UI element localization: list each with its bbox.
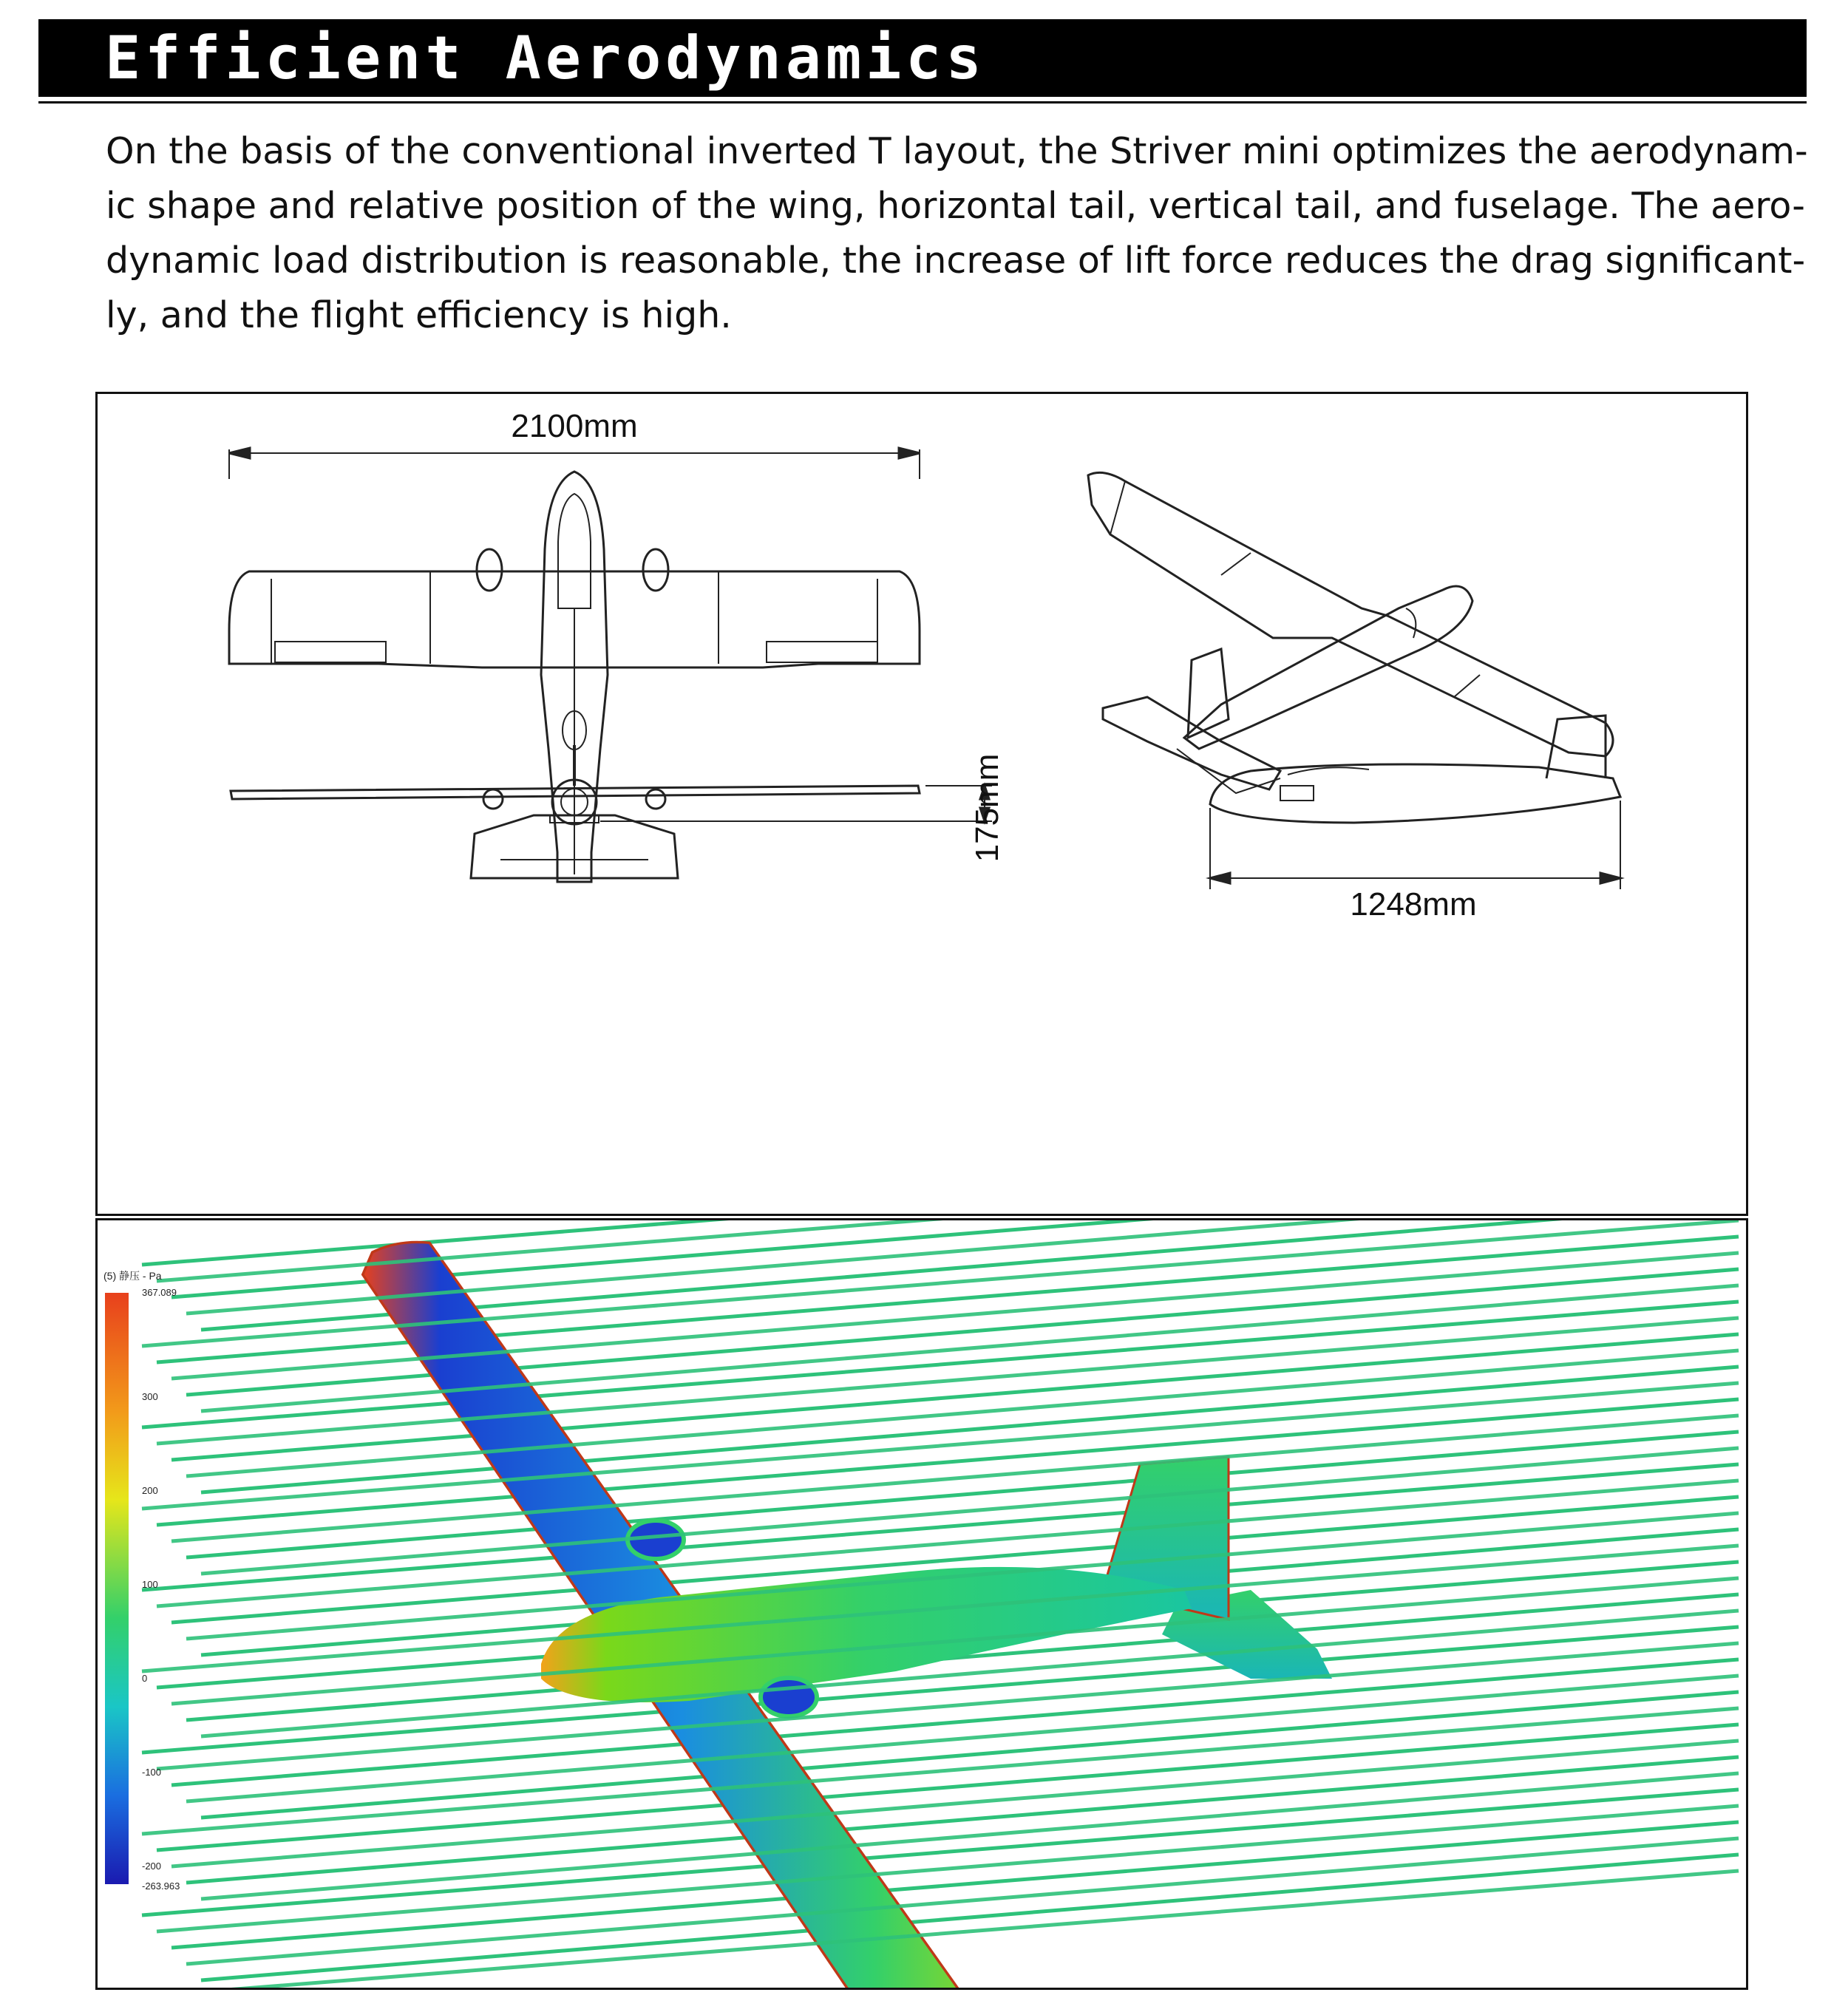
cfd-visualization: [98, 1220, 1746, 1988]
aircraft-drawings: [98, 394, 1746, 1214]
streamline: [186, 1838, 1739, 1964]
streamline: [171, 1416, 1739, 1541]
streamline: [157, 1318, 1739, 1444]
top-view-drawing: [229, 448, 920, 882]
streamline: [157, 1725, 1739, 1850]
intro-line: ly, and the flight efficiency is high.: [106, 294, 732, 336]
streamline: [142, 1790, 1739, 1915]
streamline: [201, 1773, 1739, 1899]
legend-title: (5) 静压 - Pa: [103, 1270, 162, 1282]
streamline: [201, 1448, 1739, 1574]
streamline: [186, 1757, 1739, 1883]
legend-tick: -100: [142, 1767, 162, 1778]
streamline: [157, 1806, 1739, 1931]
cfd-simulation-panel: [95, 1218, 1748, 1990]
legend-tick: 0: [142, 1673, 148, 1684]
legend-tick: -200: [142, 1861, 162, 1872]
streamline: [171, 1822, 1739, 1948]
streamline: [201, 1855, 1739, 1980]
streamline: [142, 1708, 1739, 1834]
intro-line: dynamic load distribution is reasonable, the increase of lift force reduces the drag significant-: [106, 239, 1806, 282]
section-title: Efficient Aerodynamics: [105, 24, 986, 92]
streamline: [157, 1399, 1739, 1525]
streamline: [186, 1350, 1739, 1476]
streamline: [201, 1692, 1739, 1818]
intro-line: On the basis of the conventional inverted T layout, the Striver mini optimizes the aerodynam-: [106, 130, 1808, 172]
streamline: [186, 1676, 1739, 1801]
isometric-view-drawing: [1088, 472, 1613, 793]
streamline: [142, 1302, 1739, 1427]
front-view-drawing: [231, 745, 992, 824]
intro-paragraph: [106, 124, 1808, 343]
technical-drawing-panel: [95, 392, 1748, 1216]
length-dimension-label: 1248mm: [1350, 886, 1477, 922]
legend-min: -263.963: [142, 1880, 180, 1892]
streamline: [142, 1383, 1739, 1509]
legend-tick: 300: [142, 1391, 158, 1402]
legend-tick: 100: [142, 1579, 158, 1590]
wingspan-dimension-label: 2100mm: [511, 408, 638, 444]
title-underline: [38, 101, 1807, 103]
streamline: [171, 1741, 1739, 1866]
streamline: [171, 1334, 1739, 1460]
side-view-drawing: [1210, 716, 1620, 889]
intro-line: ic shape and relative position of the wing, horizontal tail, vertical tail, and fuselage. The aero-: [106, 185, 1805, 227]
legend-tick: 200: [142, 1485, 158, 1496]
legend-max: 367.089: [142, 1287, 177, 1298]
streamline: [186, 1432, 1739, 1557]
section-title-bar: [38, 19, 1807, 97]
streamline: [171, 1659, 1739, 1785]
streamline: [157, 1643, 1739, 1769]
height-dimension-label: 175mm: [969, 753, 1005, 863]
pressure-color-scale: [105, 1293, 129, 1884]
streamline: [201, 1367, 1739, 1492]
